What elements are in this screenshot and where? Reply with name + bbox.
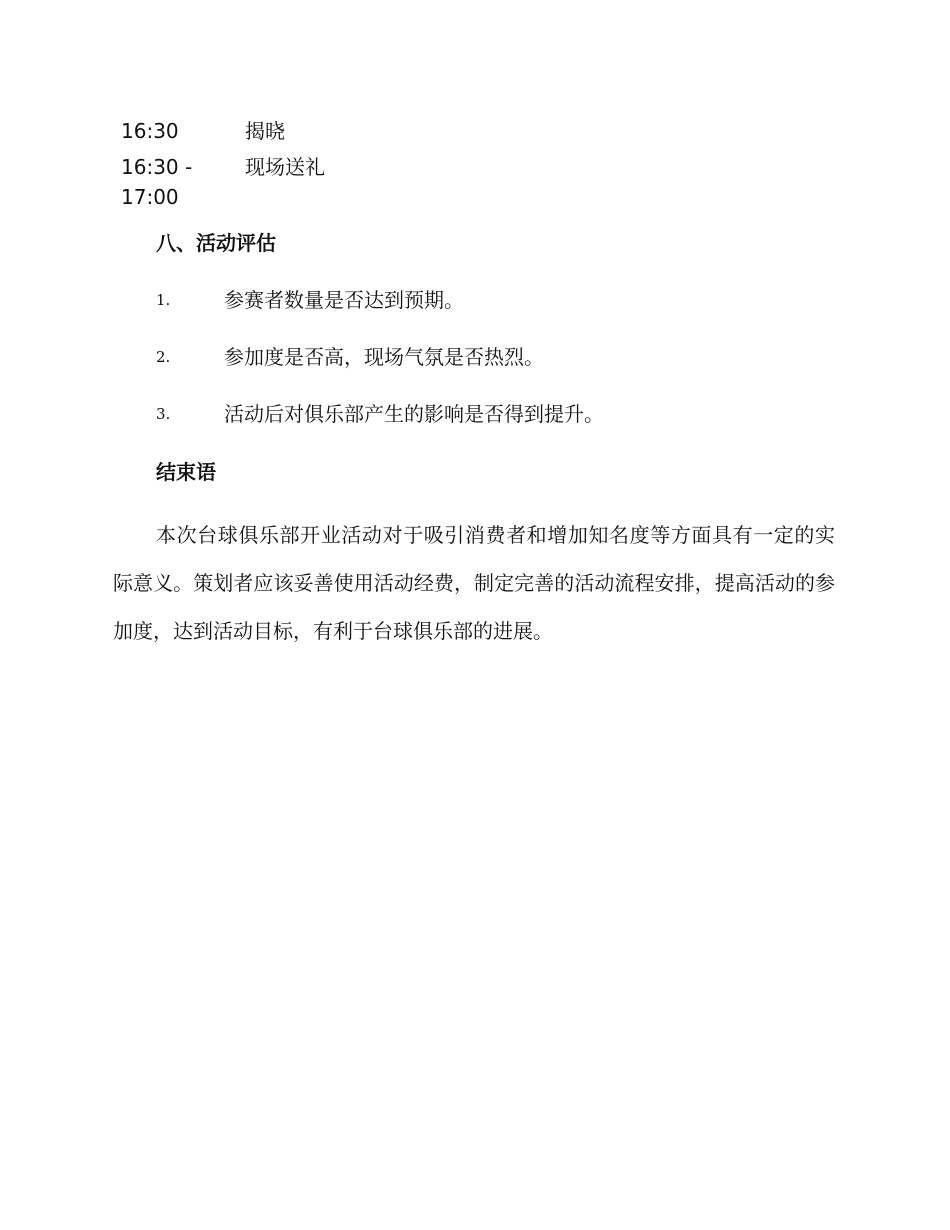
list-number: 3.: [156, 405, 171, 423]
section-heading-evaluation: 八、活动评估: [156, 231, 276, 255]
list-text: 参加度是否高，现场气氛是否热烈。: [224, 345, 544, 369]
list-text: 参赛者数量是否达到预期。: [224, 288, 464, 312]
list-number: 2.: [156, 348, 171, 366]
schedule-event: 揭晓: [245, 119, 285, 143]
list-text: 活动后对俱乐部产生的影响是否得到提升。: [224, 402, 604, 426]
section-heading-conclusion: 结束语: [156, 460, 216, 484]
schedule-time: 16:30: [121, 119, 179, 143]
conclusion-paragraph: 本次台球俱乐部开业活动对于吸引消费者和增加知名度等方面具有一定的实际意义。策划者应该妥善使用活动经费，制定完善的活动流程安排，提高活动的参加度，达到活动目标，有利于台球俱乐部的进展。: [113, 523, 835, 643]
list-number: 1.: [156, 291, 171, 309]
schedule-event: 现场送礼: [245, 155, 325, 179]
schedule-time: 16:30 - 17:00: [121, 155, 193, 209]
